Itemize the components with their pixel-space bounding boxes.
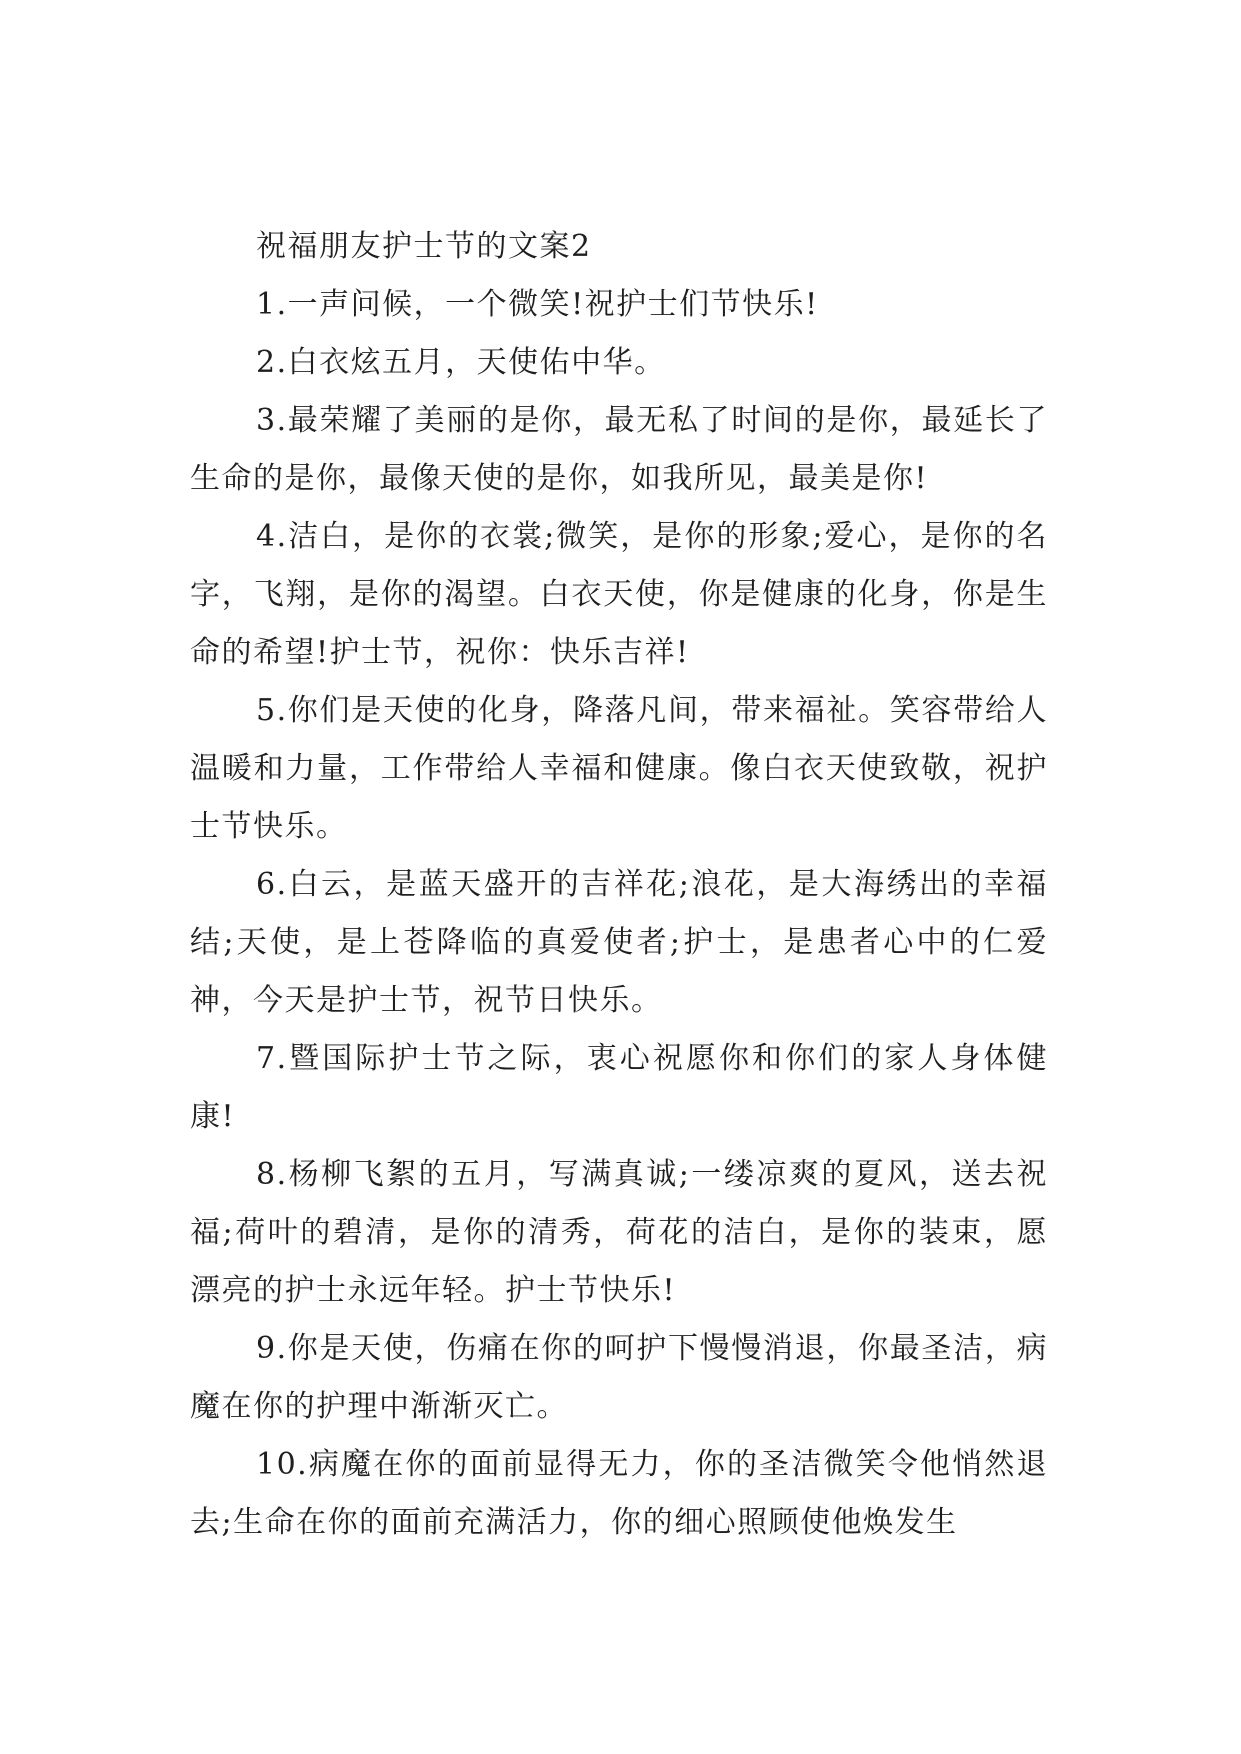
list-item: 3.最荣耀了美丽的是你，最无私了时间的是你，最延长了生命的是你，最像天使的是你，如我所见，最美是你! — [190, 403, 1048, 496]
list-item: 2.白衣炫五月，天使佑中华。 — [256, 345, 666, 380]
list-item: 5.你们是天使的化身，降落凡间，带来福祉。笑容带给人温暖和力量，工作带给人幸福和健康。像白衣天使致敬，祝护士节快乐。 — [190, 693, 1048, 844]
list-item: 4.洁白，是你的衣裳;微笑，是你的形象;爱心，是你的名字，飞翔，是你的渴望。白衣天使，你是健康的化身，你是生命的希望!护士节，祝你：快乐吉祥! — [190, 519, 1048, 670]
document-body — [190, 218, 1048, 1552]
list-item: 7.暨国际护士节之际，衷心祝愿你和你们的家人身体健康! — [190, 1041, 1048, 1134]
document-heading: 祝福朋友护士节的文案2 — [256, 229, 592, 264]
list-item: 6.白云，是蓝天盛开的吉祥花;浪花，是大海绣出的幸福结;天使，是上苍降临的真爱使者;护士，是患者心中的仁爱神，今天是护士节，祝节日快乐。 — [190, 867, 1048, 1018]
list-item: 10.病魔在你的面前显得无力，你的圣洁微笑令他悄然退去;生命在你的面前充满活力，你的细心照顾使他焕发生 — [190, 1447, 1048, 1540]
list-item: 9.你是天使，伤痛在你的呵护下慢慢消退，你最圣洁，病魔在你的护理中渐渐灭亡。 — [190, 1331, 1048, 1424]
list-item: 8.杨柳飞絮的五月，写满真诚;一缕凉爽的夏风，送去祝福;荷叶的碧清，是你的清秀，荷花的洁白，是你的装束，愿漂亮的护士永远年轻。护士节快乐! — [190, 1157, 1048, 1308]
list-item: 1.一声问候，一个微笑!祝护士们节快乐! — [256, 287, 819, 322]
